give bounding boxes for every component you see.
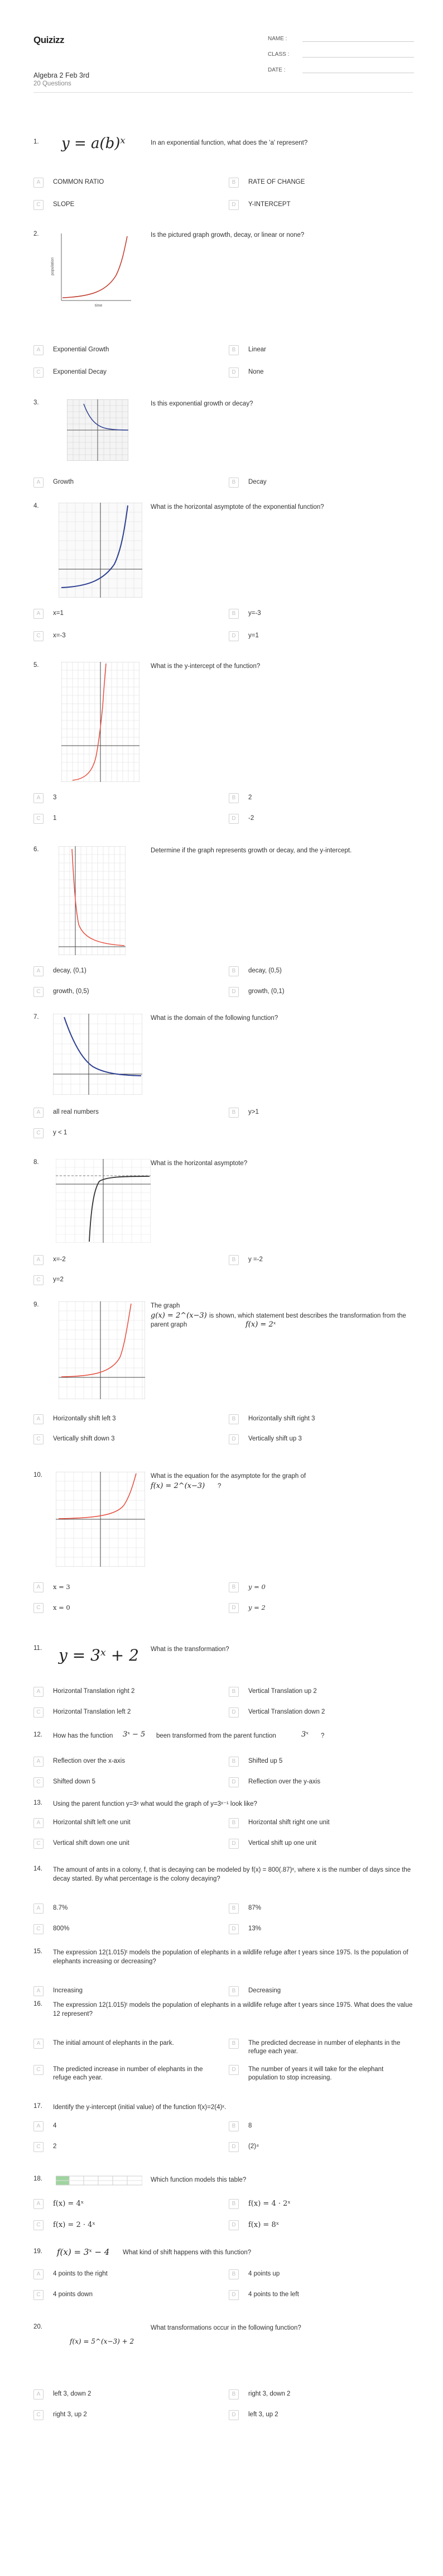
name-label: NAME :: [268, 36, 287, 42]
x-axis-label: time: [95, 304, 103, 308]
question-text: The expression 12(1.015)ᵗ models the population of elephants in a wildlife refuge after t years since 1975. Is the population of elephants increasing or decreasing?: [53, 1949, 408, 1965]
question-15: 15. The expression 12(1.015)ᵗ models the population of elephants in a wildlife refuge after t years since 1975. Is the population of elephants increasing or decreasing? A Increasing B Decreasing: [33, 1948, 413, 2010]
question-number: 13.: [33, 1800, 42, 1806]
y-axis-label: population: [51, 257, 55, 275]
question-number: 15.: [33, 1948, 42, 1955]
question-text: What is the y-intercept of the function?: [151, 663, 261, 670]
question-number: 10.: [33, 1472, 42, 1478]
question-18: 18. Which function models this table? A f(x) = 4ˣ B f(x) = 4 · 2ˣ C f(x) = 2 · 4ˣ D f(x) = 8ˣ: [33, 2176, 413, 2243]
question-9: 9. The graph g(x) = 2^(x−3) is shown, which statement best describes the transformation from the parent graph f(x) = 2ˣ A Horizontally shift left 3 B Horizontally shift right 3 C Vertically shift down 3 D Vertically shift up 3: [33, 1301, 413, 1452]
asymptote-equation-graph: [56, 1472, 145, 1567]
formula: f(x) = 2^(x−3): [151, 1482, 205, 1490]
date-label: DATE :: [268, 67, 286, 73]
formula: f(x) = 5^(x−3) + 2: [70, 2338, 134, 2345]
question-text: What is the transformation?: [151, 1646, 229, 1653]
class-field: [268, 51, 289, 58]
formula: f(x) = 3ˣ − 4: [57, 2247, 110, 2257]
question-count: 20 Questions: [33, 80, 71, 87]
formula: y = a(b)ˣ: [61, 135, 126, 152]
question-number: 18.: [33, 2176, 42, 2182]
question-number: 7.: [33, 1014, 39, 1020]
transformation-graph: [59, 1301, 145, 1399]
question-10: 10. What is the equation for the asymptote for the graph of f(x) = 2^(x−3) ? A x = 3 B y = 0 C x = 0 D y = 2: [33, 1472, 413, 1628]
question-12: 12. How has the function 3ˣ − 5 been transformed from the parent function 3ˣ ? A Reflection over the x-axis B Shifted up 5 C Shifted down 5 D Reflection over the y-axis: [33, 1731, 413, 1793]
formula-1: 3ˣ − 5: [123, 1730, 146, 1739]
question-text: Is the pictured graph growth, decay, or linear or none?: [151, 232, 305, 238]
question-11: 11. y = 3ˣ + 2 What is the transformation? A Horizontal Translation right 2 B Vertical Translation up 2 C Horizontal Translation left 2 D Vertical Translation down 2: [33, 1645, 413, 1723]
question-5: 5. What is the y-intercept of the function? A 3 B 2 C 1 D -2: [33, 662, 413, 829]
question-16: 16. The expression 12(1.015)ᵗ models the population of elephants in a wildlife refuge after t years since 1975. What does the value 12 represent? A The initial amount of elephants in the park. B The predicted decrease in number of elephants in the refuge each year. C The predicted increase in number of elephants in the refuge each year. D The number of years it will take for the elephant population to stop increasing.: [33, 2001, 413, 2081]
date-field: [268, 67, 285, 73]
question-text: The amount of ants in a colony, f, that is decaying can be modeled by f(x) = 800(.87)ˣ, where x is the number of days since the decay started. By what percentage is the colony decaying?: [53, 1867, 411, 1882]
decay-graph: [67, 399, 128, 461]
f-formula: f(x) = 2ˣ: [245, 1320, 276, 1329]
growth-graph: [50, 231, 134, 309]
asymptote-graph: [59, 503, 142, 598]
question-text: What is the horizontal asymptote?: [151, 1160, 248, 1167]
question-number: 4.: [33, 503, 39, 509]
question-19: 19. f(x) = 3ˣ − 4 What kind of shift happens with this function? A 4 points to the right B 4 points up C 4 points down D 4 points to the left: [33, 2248, 413, 2315]
question-text: Determine if the graph represents growth or decay, and the y-intercept.: [151, 847, 352, 854]
question-text: What is the domain of the following function?: [151, 1015, 278, 1022]
question-text-2: been transformed from the parent function: [156, 1733, 276, 1739]
question-number: 17.: [33, 2103, 42, 2110]
question-suffix: ?: [321, 1733, 325, 1739]
question-text: In an exponential function, what does the 'a' represent?: [151, 140, 308, 146]
question-number: 11.: [33, 1645, 42, 1652]
question-number: 19.: [33, 2248, 42, 2255]
question-17: 17. Identify the y-intercept (initial value) of the function f(x)=2(4)ˣ. A 4 B 8 C 2 D (2)⁴: [33, 2103, 413, 2164]
formula-2: 3ˣ: [301, 1730, 309, 1739]
question-text: What is the horizontal asymptote of the exponential function?: [151, 504, 324, 511]
g-formula: g(x) = 2^(x−3): [151, 1311, 207, 1320]
name-field: [268, 36, 287, 42]
question-text: What transformations occur in the following function?: [151, 2325, 301, 2331]
worksheet-title: Algebra 2 Feb 3rd: [33, 71, 90, 79]
question-13: 13. Using the parent function y=3ˣ what would the graph of y=3ˣ⁻¹ look like? A Horizontal shift left one unit B Horizontal shift right one unit C Vertical shift down one unit D Vertical shift up one unit: [33, 1800, 413, 1861]
question-text: The expression 12(1.015)ᵗ models the population of elephants in a wildlife refuge after t years since 1975. What does the value 12 represent?: [53, 2002, 413, 2017]
question-text: Identify the y-intercept (initial value) of the function f(x)=2(4)ˣ.: [53, 2104, 227, 2111]
quizizz-logo: Quizizz: [33, 35, 65, 45]
horizontal-asymptote-graph: [56, 1159, 151, 1243]
class-label: CLASS :: [268, 51, 290, 58]
formula: y = 3ˣ + 2: [59, 1646, 139, 1664]
question-number: 6.: [33, 846, 39, 853]
question-text-2: is shown, which statement best describes the transformation from the parent graph: [151, 1313, 406, 1328]
y-intercept-graph: [61, 662, 139, 782]
question-number: 3.: [33, 399, 39, 406]
domain-graph: [53, 1014, 142, 1095]
question-7: 7. What is the domain of the following function? A all real numbers B y>1 C y < 1: [33, 1014, 413, 1142]
question-number: 1.: [33, 139, 39, 145]
question-number: 14.: [33, 1866, 42, 1872]
question-3: 3. Is this exponential growth or decay? A Growth B Decay: [33, 399, 413, 494]
question-number: 16.: [33, 2001, 42, 2007]
question-8: 8. What is the horizontal asymptote? A x=-2 B y =-2 C y=2: [33, 1159, 413, 1287]
question-number: 2.: [33, 231, 39, 237]
question-number: 8.: [33, 1159, 39, 1166]
question-text: Is this exponential growth or decay?: [151, 400, 253, 407]
question-4: 4. What is the horizontal asymptote of the exponential function? A x=1 B y=-3 C x=-3 D y=1: [33, 503, 413, 653]
question-number: 5.: [33, 662, 39, 669]
growth-decay-graph: [59, 846, 126, 955]
question-1: 1. y = a(b)ˣ In an exponential function, what does the 'a' represent? A COMMON RATIO B RATE OF CHANGE C SLOPE D Y-INTERCEPT: [33, 139, 413, 222]
question-6: 6. Determine if the graph represents growth or decay, and the y-intercept. A decay, (0,1) B decay, (0,5) C growth, (0,5) D growth, (0,1): [33, 846, 413, 1003]
question-text: What is the equation for the asymptote for the graph of: [151, 1473, 306, 1480]
question-number: 12.: [33, 1731, 42, 1738]
question-number: 9.: [33, 1301, 39, 1308]
question-2: 2. population time Is the pictured graph growth, decay, or linear or none? A Exponential Growth B Linear C Exponential Decay D None: [33, 231, 413, 393]
question-text: What kind of shift happens with this function?: [123, 2249, 252, 2256]
question-text-1: The graph: [151, 1303, 180, 1309]
question-text-1: How has the function: [53, 1733, 113, 1739]
question-14: 14. The amount of ants in a colony, f, that is decaying can be modeled by f(x) = 800(.87)ˣ, where x is the number of days since the decay started. By what percentage is the colony decaying? A 8.7% B 87% C 800% D 13%: [33, 1866, 413, 1944]
question-20: 20. f(x) = 5^(x−3) + 2 What transformations occur in the following function? A left 3, down 2 B right 3, down 2 C right 3, up 2 D left 3, up 2: [33, 2324, 413, 2424]
question-suffix: ?: [218, 1483, 222, 1490]
question-text: Which function models this table?: [151, 2177, 247, 2183]
question-number: 20.: [33, 2324, 42, 2330]
function-table: [56, 2176, 142, 2186]
worksheet-header: [33, 34, 413, 93]
question-text: Using the parent function y=3ˣ what would the graph of y=3ˣ⁻¹ look like?: [53, 1801, 257, 1807]
